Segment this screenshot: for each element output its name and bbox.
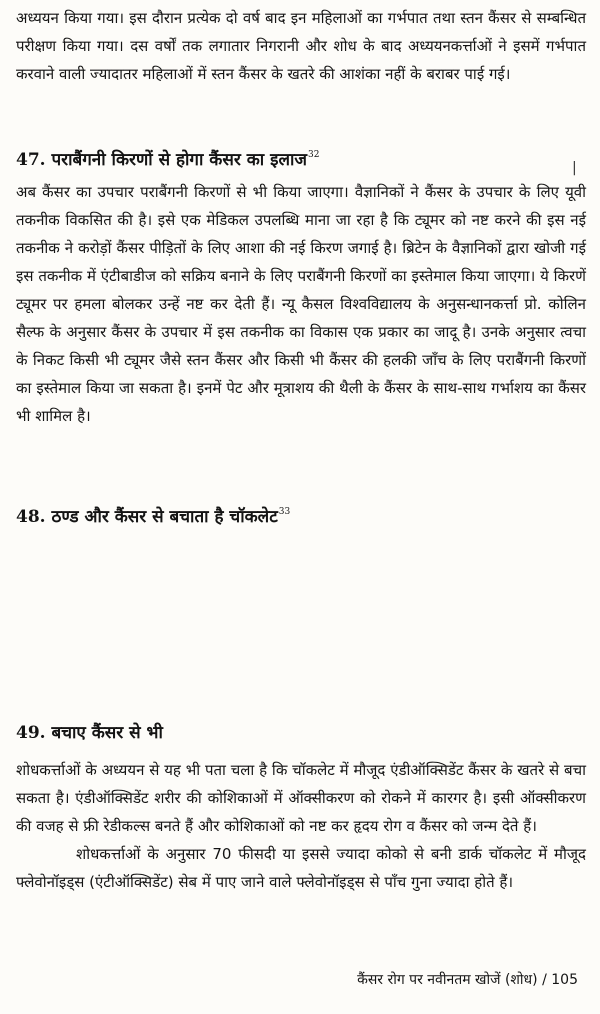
footer-separator: / bbox=[542, 972, 547, 988]
page-number: 105 bbox=[551, 972, 578, 988]
section-48-ref: 33 bbox=[278, 507, 291, 517]
section-48-heading bbox=[16, 498, 290, 531]
section-49-body bbox=[16, 756, 586, 896]
page-footer bbox=[357, 968, 578, 992]
section-47-body bbox=[16, 178, 586, 430]
intro-block bbox=[16, 4, 586, 88]
intro-paragraph: अध्ययन किया गया। इस दौरान प्रत्येक दो वर्ष बाद इन महिलाओं का गर्भपात तथा स्तन कैंसर से सम्बन्धित परीक्षण किया गया। दस वर्षों तक लगातार निगरानी और शोध के बाद अध्ययनकर्त्ताओं ने इसमें गर्भपात करवाने वाली ज्यादातर महिलाओं में स्तन कैंसर के खतरे की आशंका नहीं के बराबर पाई गई। bbox=[16, 9, 586, 83]
section-47-paragraph: अब कैंसर का उपचार पराबैंगनी किरणों से भी किया जाएगा। वैज्ञानिकों ने कैंसर के उपचार के लिए यूवी तकनीक विकसित की है। इसे एक मेडिकल उपलब्धि माना जा रहा है कि ट्यूमर को नष्ट करने की इस नई तकनीक ने करोड़ों कैंसर पीड़ितों के लिए आशा की नई किरण जगाई है। ब्रिटेन के वैज्ञानिकों द्वारा खोजी गई इस तकनीक में एंटीबाडीज को सक्रिय बनाने के लिए पराबैंगनी किरणों का इस्तेमाल किया जाएगा। ये किरणें ट्यूमर पर हमला बोलकर उन्हें नष्ट कर देती हैं। न्यू कैसल विश्वविद्यालय के अनुसन्धानकर्त्ता प्रो. कोलिन सैल्फ के अनुसार कैंसर के उपचार में इस तकनीक का विकास एक प्रकार का जादू है। उनके अनुसार त्वचा के निकट किसी भी ट्यूमर जैसे स्तन कैंसर और किसी भी कैंसर की हलकी जाँच के लिए पराबैंगनी किरणों का इस्तेमाल किया जा सकता है। इनमें पेट और मूत्राशय की थैली के कैंसर के साथ-साथ गर्भाशय का कैंसर भी शामिल है। bbox=[16, 183, 586, 425]
section-47-heading bbox=[16, 141, 319, 174]
margin-mark: | bbox=[572, 160, 577, 176]
section-48-title: 48. ठण्ड और कैंसर से बचाता है चॉकलेट bbox=[16, 507, 278, 527]
section-49-title: 49. बचाए कैंसर से भी bbox=[16, 723, 163, 743]
section-49-paragraph-2: शोधकर्त्ताओं के अनुसार 70 फीसदी या इससे ज्यादा कोको से बनी डार्क चॉकलेट में मौजूद फ्लेवोनॉइड्स (एंटीऑक्सिडेंट) सेब में पाए जाने वाले फ्लेवोनॉइड्स से पाँच गुना ज्यादा होते हैं। bbox=[16, 845, 586, 891]
section-49-paragraph-1: शोधकर्त्ताओं के अध्ययन से यह भी पता चला है कि चॉकलेट में मौजूद एंडीऑक्सिडेंट कैंसर के खतरे से बचा सकता है। एंडीऑक्सिडेंट शरीर की कोशिकाओं में ऑक्सीकरण को रोकने में कारगर है। इसी ऑक्सीकरण की वजह से फ्री रेडीकल्स बनते हैं और कोशिकाओं को नष्ट कर हृदय रोग व कैंसर को जन्म देते हैं। bbox=[16, 761, 586, 835]
section-47-title: 47. पराबैंगनी किरणों से होगा कैंसर का इलाज bbox=[16, 150, 307, 170]
section-47-ref: 32 bbox=[307, 150, 320, 160]
footer-book-title: कैंसर रोग पर नवीनतम खोजें (शोध) bbox=[357, 972, 538, 988]
section-49-heading bbox=[16, 719, 163, 747]
